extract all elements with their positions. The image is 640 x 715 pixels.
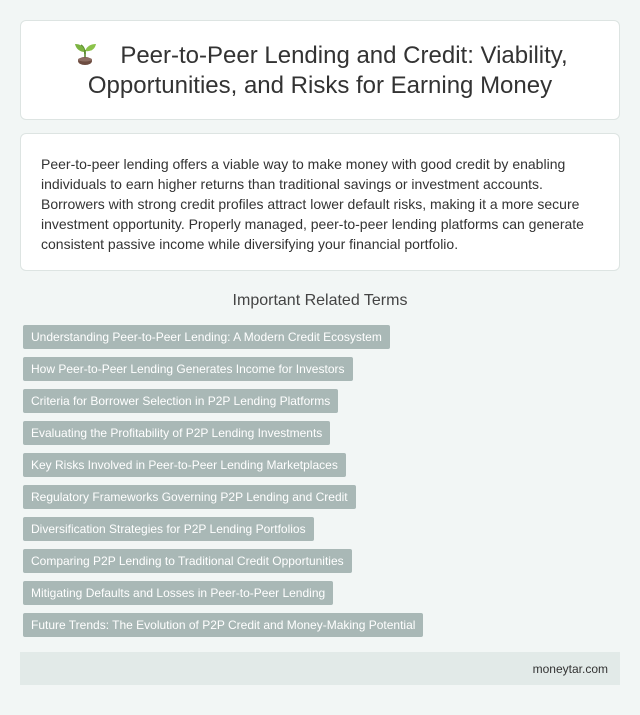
list-item — [23, 421, 620, 453]
related-term-link[interactable]: Future Trends: The Evolution of P2P Credit and Money-Making Potential — [23, 613, 423, 637]
related-terms-heading: Important Related Terms — [232, 292, 408, 309]
list-item — [23, 389, 620, 421]
list-item — [23, 325, 620, 357]
footer — [20, 652, 620, 685]
related-terms-list — [23, 325, 620, 645]
related-term-link[interactable]: Mitigating Defaults and Losses in Peer-to-Peer Lending — [23, 581, 333, 605]
related-term-link[interactable]: Key Risks Involved in Peer-to-Peer Lending Marketplaces — [23, 453, 346, 477]
list-item — [23, 357, 620, 389]
summary-card — [20, 133, 620, 271]
list-item — [23, 613, 620, 645]
page-title-text: Peer-to-Peer Lending and Credit: Viability, Opportunities, and Risks for Earning Money — [87, 41, 568, 99]
title-card — [20, 20, 620, 120]
related-term-link[interactable]: Comparing P2P Lending to Traditional Credit Opportunities — [23, 549, 352, 573]
list-item — [23, 581, 620, 613]
related-term-link[interactable]: How Peer-to-Peer Lending Generates Income for Investors — [23, 357, 353, 381]
list-item — [23, 485, 620, 517]
list-item — [23, 453, 620, 485]
summary-text: Peer-to-peer lending offers a viable way to make money with good credit by enabling individuals to earn higher returns than traditional savings or investment accounts. Borrowers with strong credit profiles attract lower default risks, making it a more secure investment opportunity. Properly managed, peer-to-peer lending platforms can generate consistent passive income while diversifying your financial portfolio. — [41, 156, 584, 252]
sprout-icon — [72, 40, 98, 66]
related-term-link[interactable]: Criteria for Borrower Selection in P2P Lending Platforms — [23, 389, 338, 413]
list-item — [23, 549, 620, 581]
page-title — [45, 40, 595, 101]
related-term-link[interactable]: Understanding Peer-to-Peer Lending: A Modern Credit Ecosystem — [23, 325, 390, 349]
related-term-link[interactable]: Regulatory Frameworks Governing P2P Lending and Credit — [23, 485, 356, 509]
footer-site-link[interactable]: moneytar.com — [532, 661, 608, 676]
related-term-link[interactable]: Evaluating the Profitability of P2P Lending Investments — [23, 421, 330, 445]
list-item — [23, 517, 620, 549]
related-term-link[interactable]: Diversification Strategies for P2P Lending Portfolios — [23, 517, 314, 541]
